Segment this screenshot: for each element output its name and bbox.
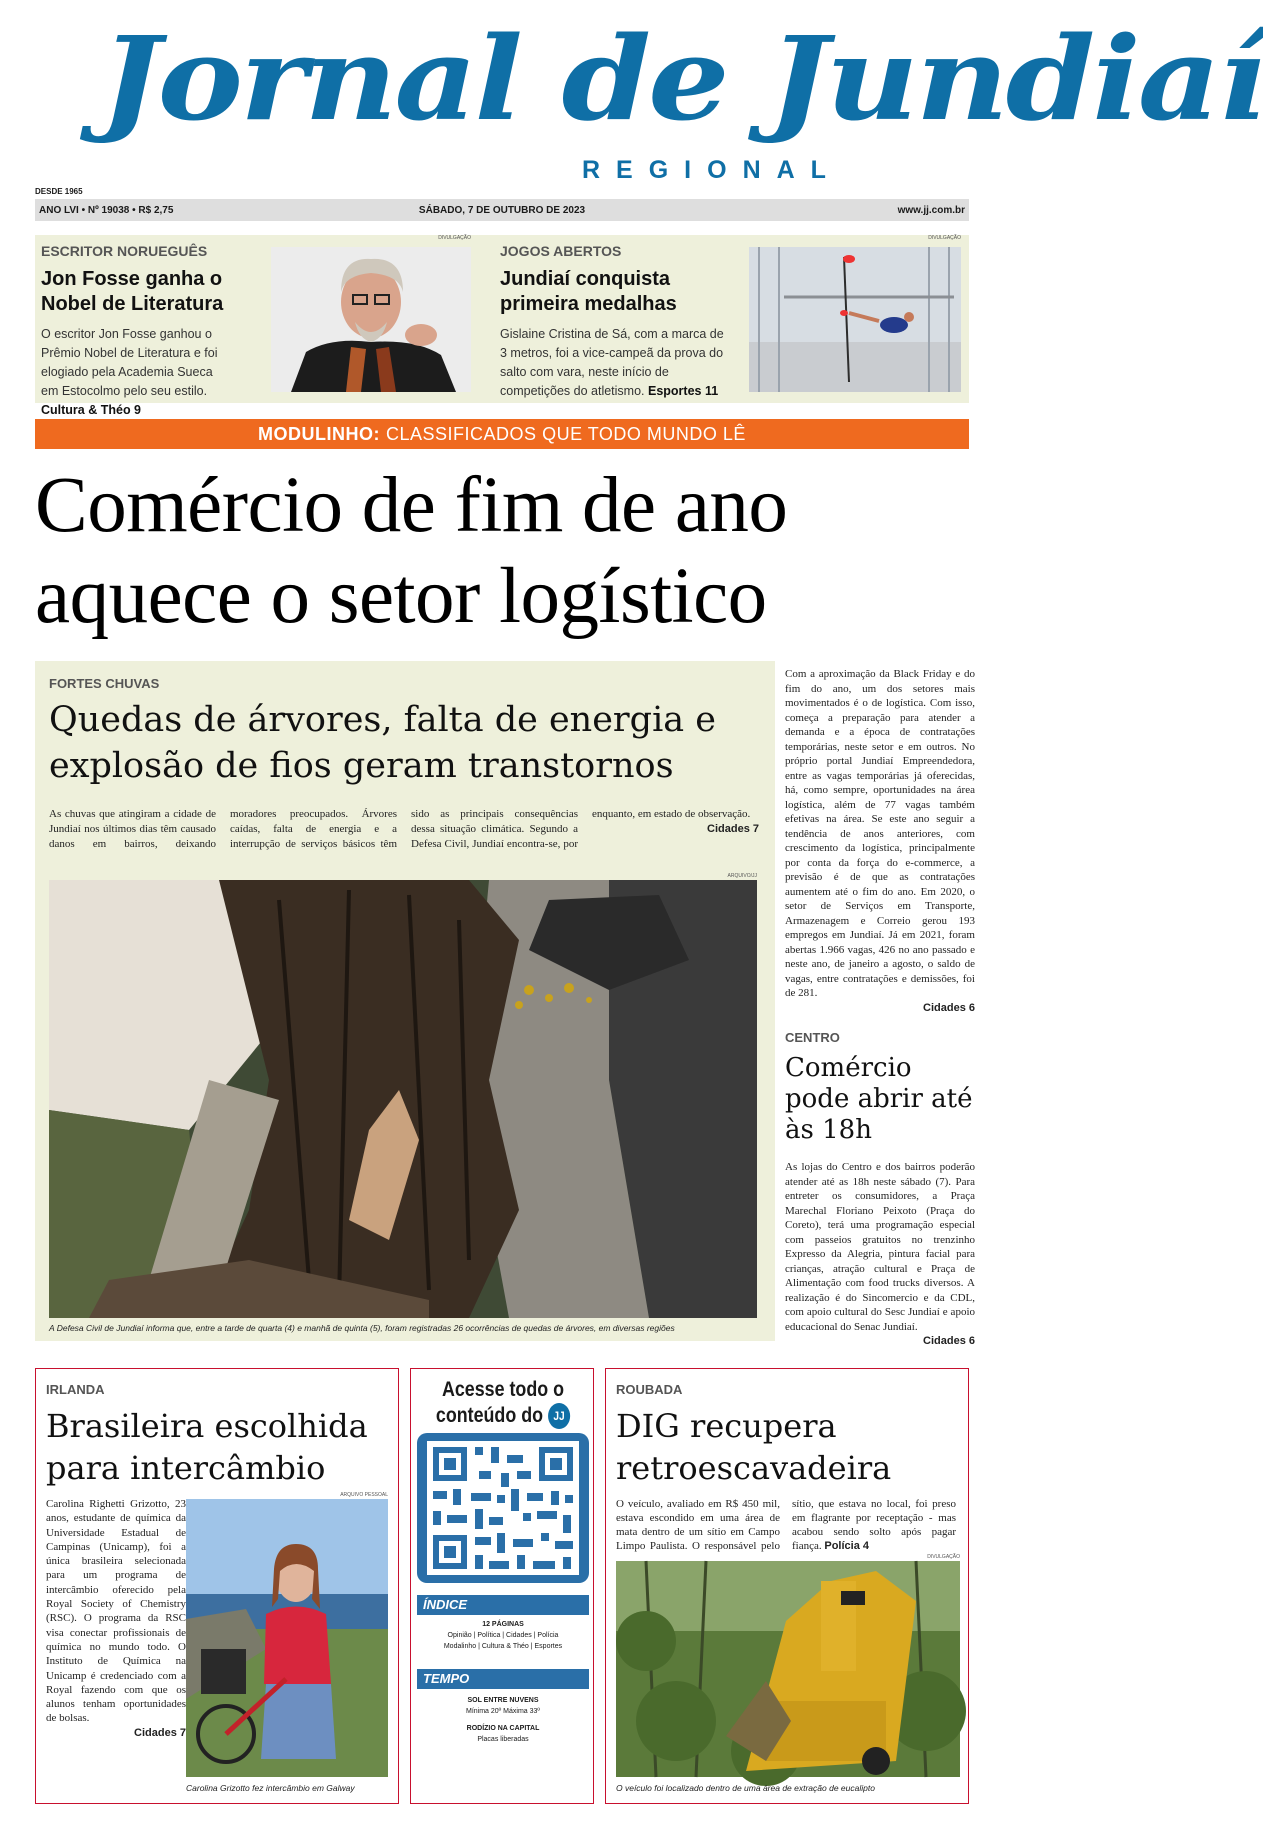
edition-bar bbox=[35, 199, 969, 221]
roubada-caption: O veículo foi localizado dentro de uma área de extração de eucalipto bbox=[616, 1783, 875, 1793]
weather-label: TEMPO bbox=[417, 1669, 589, 1689]
irlanda-headline[interactable]: Brasileira escolhida para intercâmbio bbox=[46, 1407, 368, 1487]
feature-ref: Cidades 7 bbox=[707, 823, 759, 835]
main-headline[interactable] bbox=[35, 460, 975, 642]
masthead bbox=[0, 0, 1263, 196]
founded-label: DESDE 1965 bbox=[35, 187, 83, 196]
banner-text: CLASSIFICADOS QUE TODO MUNDO LÊ bbox=[386, 423, 746, 444]
backhoe-photo[interactable] bbox=[616, 1561, 960, 1777]
main-headline-line2: aquece o setor logístico bbox=[35, 553, 767, 640]
jj-logo-icon: JJ bbox=[548, 1403, 570, 1429]
index-pages: 12 PÁGINAS bbox=[482, 1621, 524, 1628]
centro-kicker: CENTRO bbox=[785, 1030, 840, 1045]
index-sections-1[interactable]: Opinião | Política | Cidades | Polícia bbox=[447, 1632, 559, 1639]
centro-headline[interactable]: Comércio pode abrir até às 18h bbox=[785, 1053, 973, 1145]
teaser-body: O escritor Jon Fosse ganhou o Prêmio Nobel de Literatura e foi elogiado pela Academia Sueca em Estocolmo pelo seu estilo. Cultura & Théo 9 bbox=[41, 327, 218, 417]
jon-fosse-photo[interactable] bbox=[271, 247, 471, 392]
roubada-kicker: ROUBADA bbox=[616, 1382, 683, 1397]
website-link[interactable]: www.jj.com.br bbox=[897, 204, 965, 216]
feature-storms bbox=[35, 661, 775, 1341]
roubada-box bbox=[605, 1368, 969, 1804]
roubada-body: O veículo, avaliado em R$ 450 mil, estava escondido em uma área de mata dentro de um sítio em Campo Limpo Paulista. O responsável pelo sítio, que estava no local, foi preso em flagrante por receptação - mas acabou sendo solto após pagar fiança. Polícia 4 bbox=[616, 1498, 956, 1552]
modulinho-banner[interactable] bbox=[35, 419, 969, 449]
index-content bbox=[417, 1619, 589, 1652]
feature-kicker: FORTES CHUVAS bbox=[49, 676, 160, 691]
main-headline-line1: Comércio de fim de ano bbox=[35, 462, 788, 549]
roubada-photo-credit: DIVULGAÇÃO bbox=[927, 1554, 960, 1560]
irlanda-ref: Cidades 7 bbox=[134, 1726, 186, 1739]
feature-photo-credit: ARQUIVO/JJ bbox=[727, 873, 757, 879]
weather-condition: SOL ENTRE NUVENS bbox=[467, 1697, 539, 1704]
teaser-jogos[interactable] bbox=[500, 243, 730, 401]
teaser-ref: Cultura & Théo 9 bbox=[41, 403, 142, 417]
pole-vault-photo[interactable] bbox=[749, 247, 961, 392]
teaser-photo-credit: DIVULGAÇÃO bbox=[928, 235, 961, 241]
irlanda-photo-credit: ARQUIVO PESSOAL bbox=[340, 1492, 388, 1498]
teaser-kicker: ESCRITOR NORUEGUÊS bbox=[41, 243, 208, 259]
irlanda-body: Carolina Righetti Grizotto, 23 anos, estudante de química da Universidade Estadual de Campinas (Unicamp), foi a única brasileira selecionada para um programa de intercâmbio oferecido pela Royal Society of Chemistry (RSC). O programa da RSC visa conectar profissionais de química no mundo todo. O Instituto de Química na Unicamp é credenciado com a Royal fazendo com que os alunos tenham oportunidades de bolsas. Cidades 7 bbox=[46, 1498, 186, 1739]
roubada-ref: Polícia 4 bbox=[824, 1540, 870, 1552]
centro-body: As lojas do Centro e dos bairros poderão atender até as 18h neste sábado (7). Para entreter os consumidores, a Praça Marechal Floriano Peixoto (Praça do Coreto), terá uma programação especial com passeios gratuitos no trenzinho Expresso da Alegria, pintura facial para crianças, atração cultural e Praça de Alimentação com food trucks diversos. A realização é do Sincomercio e da CDL, com apoio cultural do Sesc Jundiaí e apoio educacional do Senac Jundiaí. Cidades 6 bbox=[785, 1161, 975, 1347]
roubada-headline[interactable]: DIG recupera retroescavadeira bbox=[616, 1407, 892, 1487]
teaser-headline[interactable]: Jon Fosse ganha o Nobel de Literatura bbox=[41, 268, 224, 315]
lead-story-body: Com a aproximação da Black Friday e do fim do ano, um dos setores mais movimentados é o de logística. Com isso, começa a preparação para atender a demanda e a época de contratações temporárias, neste setor e em outros. No próprio portal Jundiaí Empreendedora, entre as vagas temporárias já oferecidas, há, como sempre, oportunidades na área logística, além de 77 vagas também efetivas na área. Se este ano seguir a tendência de anos anteriores, com crescimento da logística, principalmente por conta da força do e-commerce, a previsão é de que as contratações aumentem até o fim do ano. Em 2020, o setor de Serviços em Transporte, Armazenagem e Correio gerou 193 empregos em Jundiaí. Já em 2021, foram abertas 1.966 vagas, 426 no ano passado e neste ano, de janeiro a agosto, o saldo de vagas, entre contratações e demissões, foi de 281. Cidades 6 bbox=[785, 668, 975, 1014]
feature-headline[interactable]: Quedas de árvores, falta de energia e explosão de fios geram transtornos bbox=[49, 700, 716, 786]
rodizio-value: Placas liberadas bbox=[477, 1736, 529, 1743]
feature-body: As chuvas que atingiram a cidade de Jundiaí nos últimos dias têm causado danos em bairros, deixando moradores preocupados. Árvores caídas, falta de energia e a interrupção de serviços básicos têm sido as principais consequências dessa situação climática. Segundo a Defesa Civil, Jundiaí encontra-se, por enquanto, em estado de observação. Cidades 7 bbox=[49, 808, 759, 850]
index-sections-2[interactable]: Modalinho | Cultura & Théo | Esportes bbox=[443, 1643, 563, 1650]
irlanda-kicker: IRLANDA bbox=[46, 1382, 105, 1397]
teaser-nobel[interactable] bbox=[41, 243, 231, 420]
edition-date: SÁBADO, 7 DE OUTUBRO DE 2023 bbox=[418, 204, 586, 216]
newspaper-logo[interactable]: Jornal de Jundiaí bbox=[100, 12, 1263, 148]
teaser-strip bbox=[35, 235, 969, 417]
teaser-body: Gislaine Cristina de Sá, com a marca de 3 metros, foi a vice-campeã da prova do salto com vara, neste início de competições do atletismo. Esportes 11 bbox=[500, 327, 724, 398]
carolina-photo[interactable] bbox=[186, 1499, 388, 1777]
irlanda-box bbox=[35, 1368, 399, 1804]
banner-bold: MODULINHO: bbox=[258, 423, 381, 444]
fallen-tree-photo[interactable] bbox=[49, 880, 757, 1318]
irlanda-caption: Carolina Grizotto fez intercâmbio em Galway bbox=[186, 1783, 355, 1793]
centro-ref: Cidades 6 bbox=[923, 1335, 975, 1347]
rodizio-label: RODÍZIO NA CAPITAL bbox=[466, 1725, 540, 1732]
teaser-photo-credit: DIVULGAÇÃO bbox=[438, 235, 471, 241]
teaser-headline[interactable]: Jundiaí conquista primeira medalhas bbox=[500, 268, 677, 315]
newspaper-logo-subtitle: REGIONAL bbox=[582, 156, 842, 184]
qr-title: Acesse todo o conteúdo do JJ bbox=[432, 1377, 575, 1429]
qr-code-icon[interactable] bbox=[417, 1433, 589, 1583]
weather-content bbox=[417, 1695, 589, 1745]
index-label: ÍNDICE bbox=[417, 1595, 589, 1615]
weather-temps: Mínima 20º Máxima 33º bbox=[466, 1708, 540, 1715]
feature-caption: A Defesa Civil de Jundiaí informa que, entre a tarde de quarta (4) e manhã de quinta (5), foram registradas 26 ocorrências de quedas de árvores, em diversas regiões bbox=[49, 1323, 675, 1333]
edition-info: ANO LVI • Nº 19038 • R$ 2,75 bbox=[39, 204, 174, 216]
center-box bbox=[410, 1368, 594, 1804]
teaser-ref: Esportes 11 bbox=[648, 384, 719, 398]
centro-story bbox=[785, 1030, 975, 1349]
lead-story-ref: Cidades 6 bbox=[923, 1001, 975, 1014]
teaser-kicker: JOGOS ABERTOS bbox=[500, 243, 622, 259]
